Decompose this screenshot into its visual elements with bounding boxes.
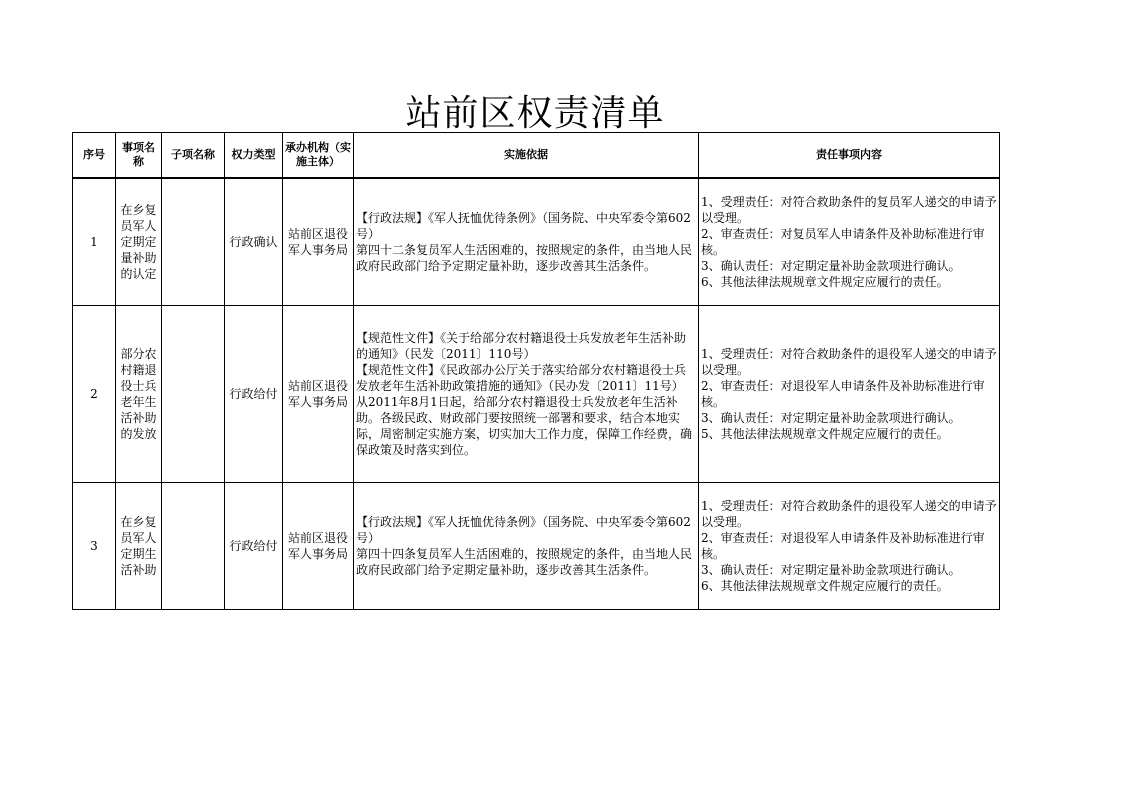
cell-power-type: 行政给付 <box>225 306 283 483</box>
cell-item-name: 在乡复员军人定期定量补助的认定 <box>116 178 162 306</box>
responsibility-table <box>72 132 1000 610</box>
cell-power-type: 行政给付 <box>225 483 283 610</box>
table-header-row <box>73 133 1000 179</box>
responsibility-line: 3、确认责任：对定期定量补助金款项进行确认。 <box>701 411 961 425</box>
cell-basis <box>354 178 699 306</box>
responsibility-line: 6、其他法律法规规章文件规定应履行的责任。 <box>701 275 949 289</box>
cell-sub-item <box>162 483 225 610</box>
basis-line: 第四十二条复员军人生活困难的，按照规定的条件，由当地人民政府民政部门给予定期定量补助，逐步改善其生活条件。 <box>356 243 693 273</box>
page-title: 站前区权责清单 <box>405 93 665 134</box>
basis-line: 【规范性文件】《关于给部分农村籍退役士兵发放老年生活补助的通知》（民发〔2011〕110号） <box>356 331 687 361</box>
table-row <box>73 178 1000 306</box>
header-power-type: 权力类型 <box>225 133 283 179</box>
basis-line: 从2011年8月1日起，给部分农村籍退役士兵发放老年生活补助。各级民政、财政部门要按照统一部署和要求，结合本地实际，周密制定实施方案，切实加大工作力度，保障工作经费，确保政策及时落实到位。 <box>356 395 693 457</box>
cell-agency: 站前区退役军人事务局 <box>283 306 354 483</box>
basis-line: 【规范性文件】《民政部办公厅关于落实给部分农村籍退役士兵发放老年生活补助政策措施的通知》（民办发〔2011〕11号） <box>356 363 687 393</box>
basis-line: 【行政法规】《军人抚恤优待条例》（国务院、中央军委令第602号） <box>356 211 691 241</box>
cell-sub-item <box>162 306 225 483</box>
cell-power-type: 行政确认 <box>225 178 283 306</box>
header-basis: 实施依据 <box>354 133 699 179</box>
cell-basis <box>354 483 699 610</box>
cell-agency: 站前区退役军人事务局 <box>283 178 354 306</box>
responsibility-line: 2、审查责任：对退役军人申请条件及补助标准进行审核。 <box>701 379 985 409</box>
cell-responsibility <box>699 306 1000 483</box>
responsibility-line: 2、审查责任：对复员军人申请条件及补助标准进行审核。 <box>701 227 985 257</box>
cell-item-name: 在乡复员军人定期生活补助 <box>116 483 162 610</box>
responsibility-line: 3、确认责任：对定期定量补助金款项进行确认。 <box>701 563 961 577</box>
responsibility-line: 6、其他法律法规规章文件规定应履行的责任。 <box>701 579 949 593</box>
header-responsibility: 责任事项内容 <box>699 133 1000 179</box>
responsibility-line: 1、受理责任：对符合救助条件的退役军人递交的申请予以受理。 <box>701 347 997 377</box>
responsibility-line: 3、确认责任：对定期定量补助金款项进行确认。 <box>701 259 961 273</box>
header-agency: 承办机构（实施主体） <box>283 133 354 179</box>
responsibility-line: 5、其他法律法规规章文件规定应履行的责任。 <box>701 427 949 441</box>
basis-line: 【行政法规】《军人抚恤优待条例》（国务院、中央军委令第602号） <box>356 515 691 545</box>
responsibility-line: 2、审查责任：对退役军人申请条件及补助标准进行审核。 <box>701 531 985 561</box>
responsibility-line: 1、受理责任：对符合救助条件的复员军人递交的申请予以受理。 <box>701 195 997 225</box>
responsibility-line: 1、受理责任：对符合救助条件的退役军人递交的申请予以受理。 <box>701 499 997 529</box>
cell-seq: 3 <box>73 483 116 610</box>
cell-agency: 站前区退役军人事务局 <box>283 483 354 610</box>
header-sub-item: 子项名称 <box>162 133 225 179</box>
cell-item-name: 部分农村籍退役士兵老年生活补助的发放 <box>116 306 162 483</box>
table-row <box>73 483 1000 610</box>
cell-seq: 1 <box>73 178 116 306</box>
cell-seq: 2 <box>73 306 116 483</box>
cell-responsibility <box>699 178 1000 306</box>
cell-basis <box>354 306 699 483</box>
cell-responsibility <box>699 483 1000 610</box>
cell-sub-item <box>162 178 225 306</box>
basis-line: 第四十四条复员军人生活困难的，按照规定的条件，由当地人民政府民政部门给予定期定量补助，逐步改善其生活条件。 <box>356 547 693 577</box>
table-row <box>73 306 1000 483</box>
header-seq: 序号 <box>73 133 116 179</box>
header-item-name: 事项名称 <box>116 133 162 179</box>
